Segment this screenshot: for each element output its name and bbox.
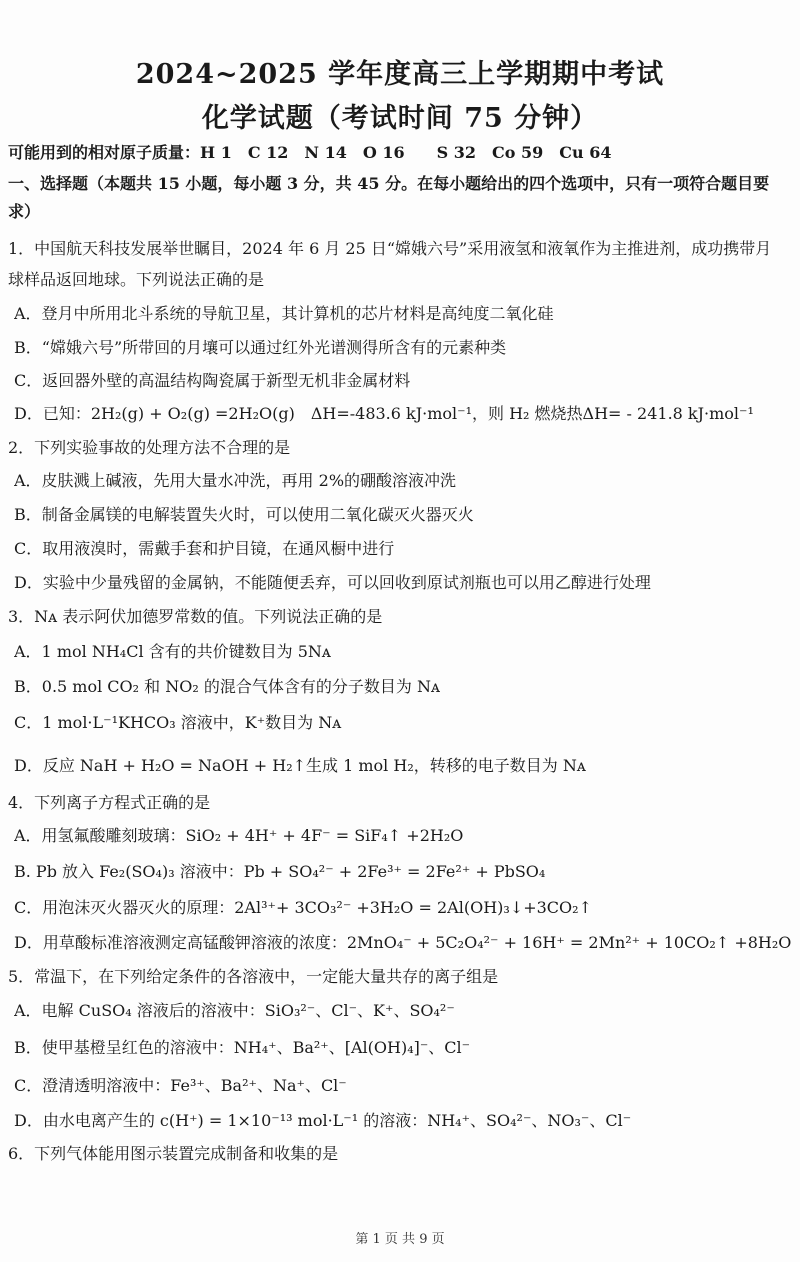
q4-option-d: D．用草酸标准溶液测定高锰酸钾溶液的浓度：2MnO₄⁻ + 5C₂O₄²⁻ + 16H⁺ = 2Mn²⁺ + 10CO₂↑ +8H₂O [14,933,792,952]
exam-subtitle: 化学试题（考试时间 75 分钟） [201,103,599,134]
q3-option-a: A．1 mol NH₄Cl 含有的共价键数目为 5Nᴀ [14,642,331,661]
q2-stem: 2．下列实验事故的处理方法不合理的是 [8,438,291,457]
exam-title: 2024~2025 学年度高三上学期期中考试 [135,59,665,90]
q2-option-b: B．制备金属镁的电解装置失火时，可以使用二氧化碳灭火器灭火 [14,505,474,524]
q3-option-d: D．反应 NaH + H₂O = NaOH + H₂↑生成 1 mol H₂，转移的电子数目为 Nᴀ [14,756,586,775]
q1-stem-line1: 1．中国航天科技发展举世瞩目，2024 年 6 月 25 日“嫦娥六号”采用液氢和液氧作为主推进剂，成功携带月 [8,239,772,258]
q4-option-a: A．用氢氟酸雕刻玻璃：SiO₂ + 4H⁺ + 4F⁻ = SiF₄↑ +2H₂O [14,826,464,845]
q3-option-c: C．1 mol·L⁻¹KHCO₃ 溶液中，K⁺数目为 Nᴀ [14,713,342,732]
q1-option-a: A．登月中所用北斗系统的导航卫星，其计算机的芯片材料是高纯度二氧化硅 [14,304,554,323]
q1-option-b: B．“嫦娥六号”所带回的月壤可以通过红外光谱测得所含有的元素种类 [14,338,507,357]
atomic-masses: 可能用到的相对原子质量：H 1 C 12 N 14 O 16 S 32 Co 59 Cu 64 [8,143,612,162]
q4-option-c: C．用泡沫灭火器灭火的原理：2Al³⁺+ 3CO₃²⁻ +3H₂O = 2Al(OH)₃↓+3CO₂↑ [14,898,592,917]
q1-option-c: C．返回器外壁的高温结构陶瓷属于新型无机非金属材料 [14,371,411,390]
q4-stem: 4．下列离子方程式正确的是 [8,793,211,812]
q1-stem-line2: 球样品返回地球。下列说法正确的是 [8,270,265,289]
q5-option-a: A．电解 CuSO₄ 溶液后的溶液中：SiO₃²⁻、Cl⁻、K⁺、SO₄²⁻ [14,1001,455,1020]
q2-option-c: C．取用液溴时，需戴手套和护目镜，在通风橱中进行 [14,539,395,558]
q2-option-d: D．实验中少量残留的金属钠，不能随便丢弃，可以回收到原试剂瓶也可以用乙醇进行处理 [14,573,651,592]
q5-option-c: C．澄清透明溶液中：Fe³⁺、Ba²⁺、Na⁺、Cl⁻ [14,1076,347,1095]
q5-stem: 5．常温下，在下列给定条件的各溶液中，一定能大量共存的离子组是 [8,967,499,986]
q4-option-b: B. Pb 放入 Fe₂(SO₄)₃ 溶液中：Pb + SO₄²⁻ + 2Fe³⁺ = 2Fe²⁺ + PbSO₄ [14,862,546,881]
q1-option-d: D．已知：2H₂(g) + O₂(g) =2H₂O(g) ΔH=-483.6 kJ·mol⁻¹，则 H₂ 燃烧热ΔH= - 241.8 kJ·mol⁻¹ [14,404,754,423]
q5-option-b: B．使甲基橙呈红色的溶液中：NH₄⁺、Ba²⁺、[Al(OH)₄]⁻、Cl⁻ [14,1038,471,1057]
q3-stem: 3．Nᴀ 表示阿伏加德罗常数的值。下列说法正确的是 [8,607,383,626]
q3-option-b: B．0.5 mol CO₂ 和 NO₂ 的混合气体含有的分子数目为 Nᴀ [14,677,440,696]
q6-stem: 6．下列气体能用图示装置完成制备和收集的是 [8,1144,339,1163]
section-heading-line1: 一、选择题（本题共 15 小题，每小题 3 分，共 45 分。在每小题给出的四个选项中，只有一项符合题目要 [8,174,770,193]
q2-option-a: A．皮肤溅上碱液，先用大量水冲洗，再用 2%的硼酸溶液冲洗 [14,471,457,490]
page-number-footer: 第 1 页 共 9 页 [355,1232,445,1247]
q5-option-d: D．由水电离产生的 c(H⁺) = 1×10⁻¹³ mol·L⁻¹ 的溶液：NH₄⁺、SO₄²⁻、NO₃⁻、Cl⁻ [14,1111,632,1130]
section-heading-line2: 求） [8,202,41,221]
